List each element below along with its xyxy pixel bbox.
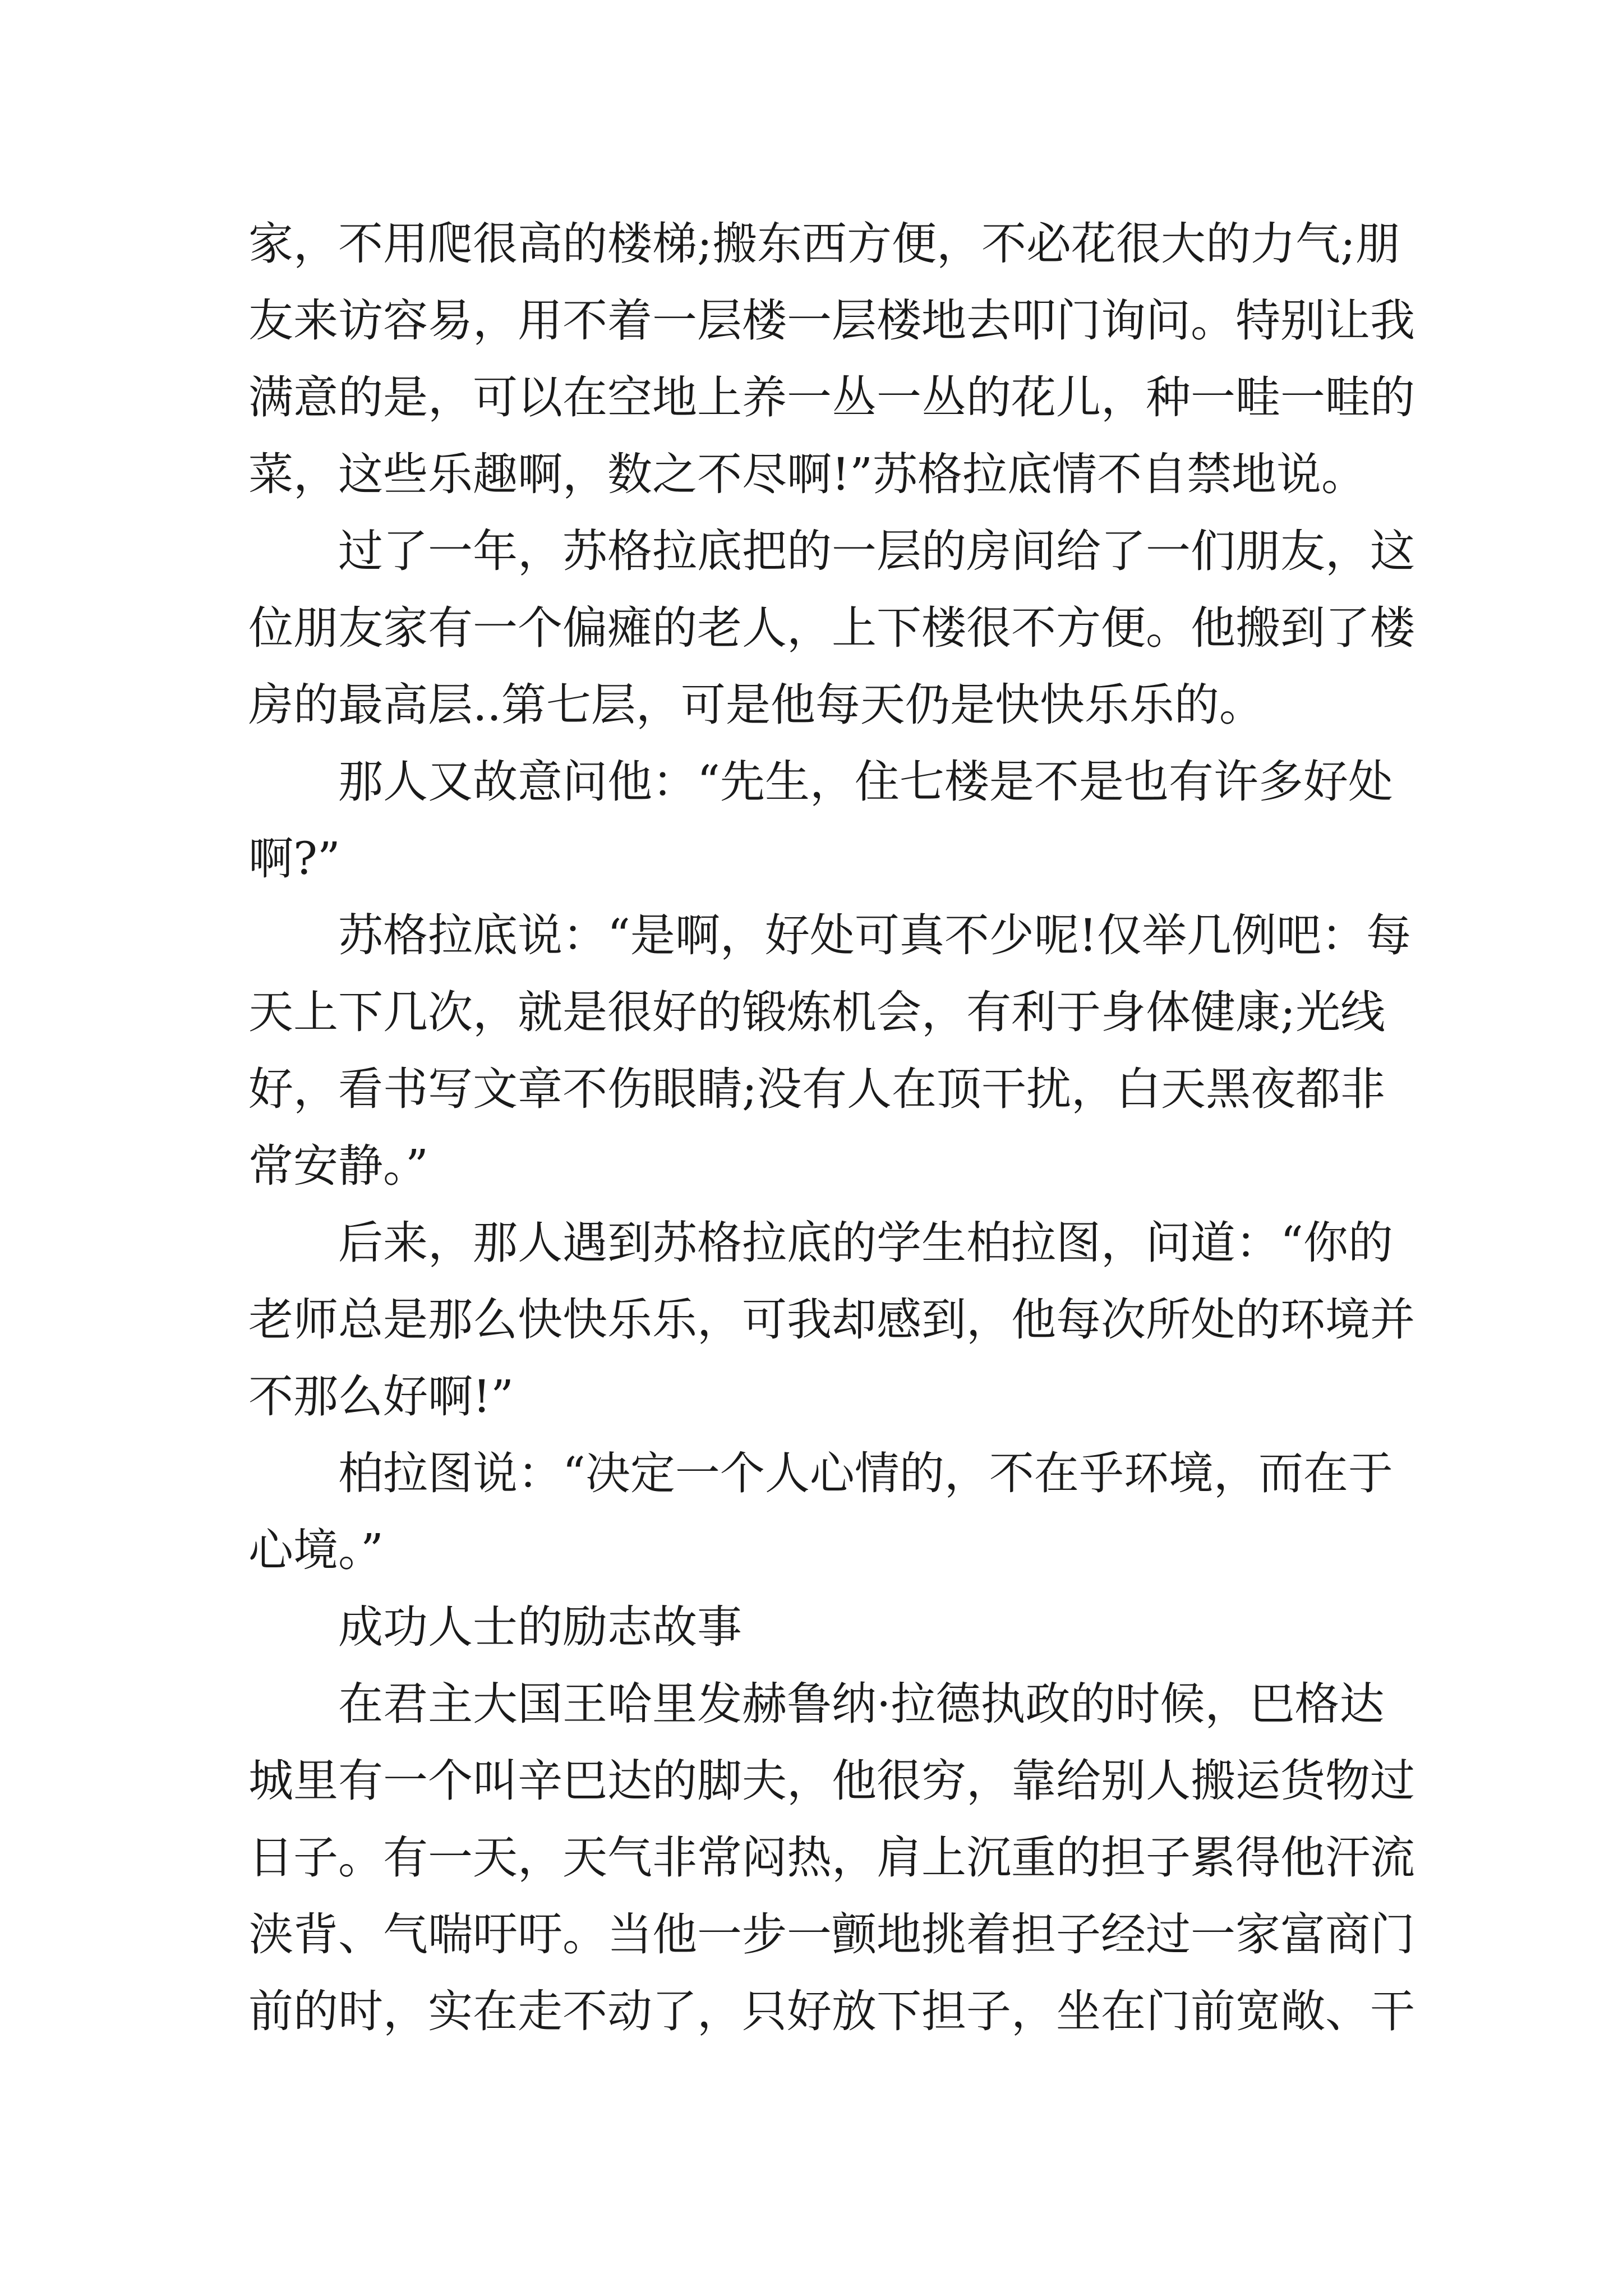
paragraph-line: 城里有一个叫辛巴达的脚夫，他很穷，靠给别人搬运货物过 bbox=[248, 1755, 1415, 1807]
paragraph-line: 老师总是那么快快乐乐，可我却感到，他每次所处的环境并 bbox=[248, 1294, 1415, 1346]
paragraph-line: 浃背、气喘吁吁。当他一步一颤地挑着担子经过一家富商门 bbox=[248, 1908, 1415, 1961]
paragraph-line: 房的最高层..第七层，可是他每天仍是快快乐乐的。 bbox=[248, 679, 1264, 731]
paragraph-line: 满意的是，可以在空地上养一丛一丛的花儿，种一畦一畦的 bbox=[248, 371, 1415, 424]
paragraph-line: 不那么好啊!” bbox=[248, 1370, 514, 1423]
section-heading: 成功人士的励志故事 bbox=[338, 1601, 742, 1653]
paragraph-line: 那人又故意问他：“先生，住七楼是不是也有许多好处 bbox=[338, 756, 1393, 808]
paragraph-line: 啊?” bbox=[248, 832, 340, 885]
paragraph-line: 心境。” bbox=[248, 1524, 384, 1576]
paragraph-line: 常安静。” bbox=[248, 1140, 428, 1192]
paragraph-line: 友来访容易，用不着一层楼一层楼地去叩门询问。特别让我 bbox=[248, 295, 1415, 347]
paragraph-line: 日子。有一天，天气非常闷热，肩上沉重的担子累得他汗流 bbox=[248, 1832, 1415, 1884]
paragraph-line: 天上下几次，就是很好的锻炼机会，有利于身体健康;光线 bbox=[248, 986, 1385, 1038]
paragraph-line: 在君主大国王哈里发赫鲁纳·拉德执政的时候，巴格达 bbox=[338, 1678, 1385, 1730]
paragraph-line: 后来，那人遇到苏格拉底的学生柏拉图，问道：“你的 bbox=[338, 1217, 1393, 1269]
paragraph-line: 菜，这些乐趣啊，数之不尽啊!”苏格拉底情不自禁地说。 bbox=[248, 448, 1367, 500]
paragraph-line: 位朋友家有一个偏瘫的老人，上下楼很不方便。他搬到了楼 bbox=[248, 602, 1415, 654]
paragraph-line: 柏拉图说：“决定一个人心情的，不在乎环境，而在于 bbox=[338, 1447, 1393, 1499]
paragraph-line: 过了一年，苏格拉底把的一层的房间给了一们朋友，这 bbox=[338, 525, 1415, 577]
paragraph-line: 好，看书写文章不伤眼睛;没有人在顶干扰，白天黑夜都非 bbox=[248, 1063, 1385, 1115]
paragraph-line: 家，不用爬很高的楼梯;搬东西方便，不必花很大的力气;朋 bbox=[248, 218, 1400, 270]
paragraph-line: 苏格拉底说：“是啊，好处可真不少呢!仅举几例吧：每 bbox=[338, 909, 1412, 961]
paragraph-line: 前的时，实在走不动了，只好放下担子，坐在门前宽敞、干 bbox=[248, 1985, 1415, 2037]
